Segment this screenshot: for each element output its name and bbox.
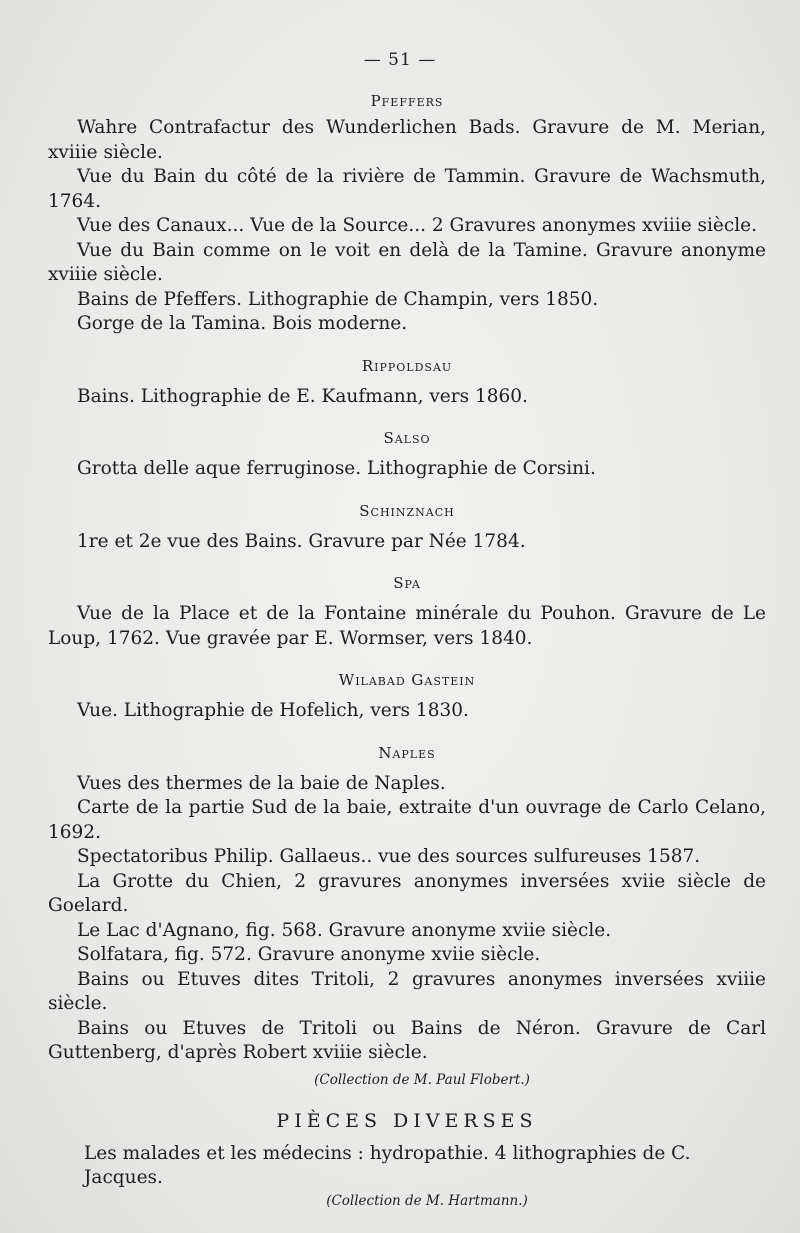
entry: Bains. Lithographie de E. Kaufmann, vers 1860.	[77, 385, 528, 407]
entry: Spectatoribus Philip. Gallaeus.. vue des sources sulfureuses 1587.	[77, 846, 701, 867]
content	[48, 92, 766, 1209]
entry: Les malades et les médecins : hydropathie. 4 lithographies de C. Jacques.	[84, 1142, 691, 1188]
entry: 1re et 2e vue des Bains. Gravure par Née 1784.	[77, 530, 526, 552]
entry: Carte de la partie Sud de la baie, extraite d'un ouvrage de Carlo Celano, 1692.	[48, 797, 766, 843]
section-heading: Rippoldsau	[361, 356, 453, 375]
section-heading: Pfeffers	[370, 92, 444, 110]
section-rippoldsau	[48, 357, 766, 410]
section-schinznach	[48, 502, 766, 555]
entry: Bains de Pfeffers. Lithographie de Champin, vers 1850.	[77, 288, 599, 310]
section-spa	[48, 574, 766, 651]
section-wilabad-gastein	[48, 671, 766, 724]
entry: Vue du Bain comme on le voit en delà de la Tamine. Gravure anonyme xviiie siècle.	[48, 239, 766, 285]
entry: Vue. Lithographie de Hofelich, vers 1830.	[77, 700, 469, 721]
entry: Wahre Contrafactur des Wunderlichen Bads. Gravure de M. Merian, xviiie siècle.	[48, 117, 766, 163]
section-heading: Schinznach	[359, 501, 455, 520]
section-pfeffers	[48, 92, 766, 337]
entry: Bains ou Etuves de Tritoli ou Bains de Néron. Gravure de Carl Guttenberg, d'après Robert xviiie siècle.	[48, 1017, 766, 1063]
entry: Bains ou Etuves dites Tritoli, 2 gravures anonymes inversées xviiie siècle.	[48, 968, 766, 1014]
entry: Solfatara, fig. 572. Gravure anonyme xviie siècle.	[77, 944, 541, 965]
section-pieces-diverses	[48, 1110, 766, 1209]
section-heading: Naples	[378, 743, 436, 762]
section-salso	[48, 429, 766, 482]
section-heading: Spa	[393, 574, 421, 592]
section-heading: Salso	[383, 429, 431, 447]
entry: Grotta delle aque ferruginose. Lithographie de Corsini.	[77, 458, 596, 479]
entry: Vue des Canaux... Vue de la Source... 2 Gravures anonymes xviiie siècle.	[77, 215, 757, 236]
collection-credit: (Collection de M. Paul Flobert.)	[314, 1071, 530, 1088]
section-heading: Wilabad Gastein	[338, 671, 476, 689]
entry: La Grotte du Chien, 2 gravures anonymes inversées xviie siècle de Goelard.	[48, 870, 766, 916]
entry: Vues des thermes de la baie de Naples.	[77, 772, 446, 794]
entry: Vue du Bain du côté de la rivière de Tammin. Gravure de Wachsmuth, 1764.	[48, 166, 766, 212]
section-title: PIÈCES DIVERSES	[276, 1109, 538, 1132]
entry: Vue de la Place et de la Fontaine minérale du Pouhon. Gravure de Le Loup, 1762. Vue gravée par E. Wormser, vers 1840.	[48, 603, 766, 649]
page-number: — 51 —	[363, 50, 437, 70]
section-naples	[48, 744, 766, 1088]
entry: Gorge de la Tamina. Bois moderne.	[77, 313, 408, 334]
collection-credit: (Collection de M. Hartmann.)	[326, 1192, 528, 1209]
entry: Le Lac d'Agnano, fig. 568. Gravure anonyme xviie siècle.	[77, 919, 612, 941]
